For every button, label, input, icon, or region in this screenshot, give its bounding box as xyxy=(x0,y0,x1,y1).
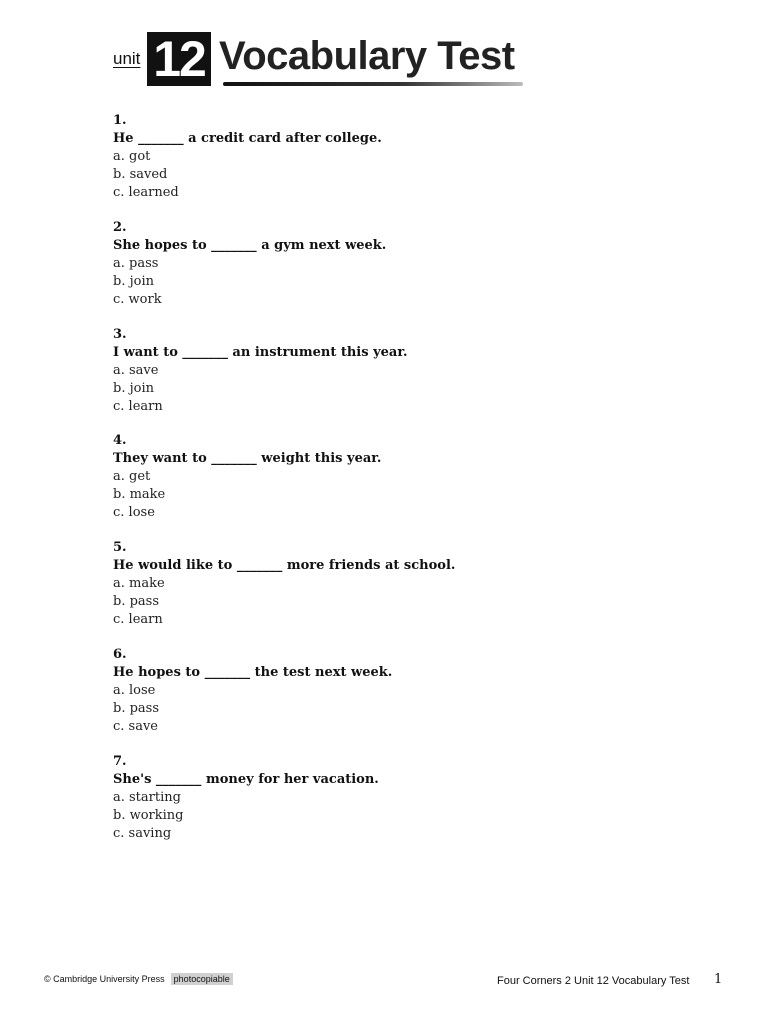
question-2 xyxy=(113,219,673,309)
question-3 xyxy=(113,326,673,416)
question-stem: She's _______ money for her vacation. xyxy=(113,771,379,787)
option-a: a. make xyxy=(113,576,165,592)
question-7 xyxy=(113,753,673,843)
option-c: c. saving xyxy=(113,825,172,841)
option-a: a. save xyxy=(113,362,159,378)
question-stem: She hopes to _______ a gym next week. xyxy=(113,237,387,253)
unit-header xyxy=(113,32,533,90)
page-number: 1 xyxy=(714,972,723,987)
question-number: 3. xyxy=(113,326,127,342)
option-a: a. get xyxy=(113,469,151,485)
option-b: b. join xyxy=(113,380,154,396)
footer-book-info: Four Corners 2 Unit 12 Vocabulary Test xyxy=(497,975,690,987)
question-5 xyxy=(113,539,673,629)
footer-copyright xyxy=(44,974,233,984)
question-number: 4. xyxy=(113,433,127,449)
question-list xyxy=(113,112,673,860)
question-number: 7. xyxy=(113,753,127,769)
copyright-text: © Cambridge University Press xyxy=(44,974,165,984)
question-stem: He hopes to _______ the test next week. xyxy=(113,664,393,680)
question-stem: I want to _______ an instrument this year. xyxy=(113,344,408,360)
unit-number-badge: 12 xyxy=(147,32,211,86)
option-c: c. learned xyxy=(113,185,179,200)
question-1 xyxy=(113,112,673,202)
option-b: b. pass xyxy=(113,700,160,716)
option-c: c. work xyxy=(113,291,162,307)
question-stem: They want to _______ weight this year. xyxy=(113,451,382,467)
option-a: a. pass xyxy=(113,255,159,271)
question-6 xyxy=(113,646,673,736)
option-a: a. starting xyxy=(113,789,181,805)
question-number: 6. xyxy=(113,646,127,662)
question-number: 5. xyxy=(113,540,127,556)
option-c: c. learn xyxy=(113,398,163,414)
page-title: Vocabulary Test xyxy=(219,34,515,78)
option-b: b. join xyxy=(113,273,154,289)
unit-label: unit xyxy=(113,49,141,68)
option-a: a. lose xyxy=(113,682,156,698)
option-c: c. save xyxy=(113,718,159,734)
question-number: 1. xyxy=(113,113,127,128)
option-b: b. working xyxy=(113,807,184,823)
option-c: c. lose xyxy=(113,505,155,521)
option-b: b. saved xyxy=(113,167,168,182)
option-b: b. make xyxy=(113,487,166,503)
question-stem: He _______ a credit card after college. xyxy=(113,131,382,146)
question-4 xyxy=(113,432,673,522)
option-c: c. learn xyxy=(113,612,163,628)
question-stem: He would like to _______ more friends at school. xyxy=(113,558,456,574)
option-a: a. got xyxy=(113,149,151,164)
photocopiable-badge: photocopiable xyxy=(171,973,233,985)
title-underline xyxy=(223,82,523,86)
question-number: 2. xyxy=(113,219,127,235)
option-b: b. pass xyxy=(113,594,160,610)
